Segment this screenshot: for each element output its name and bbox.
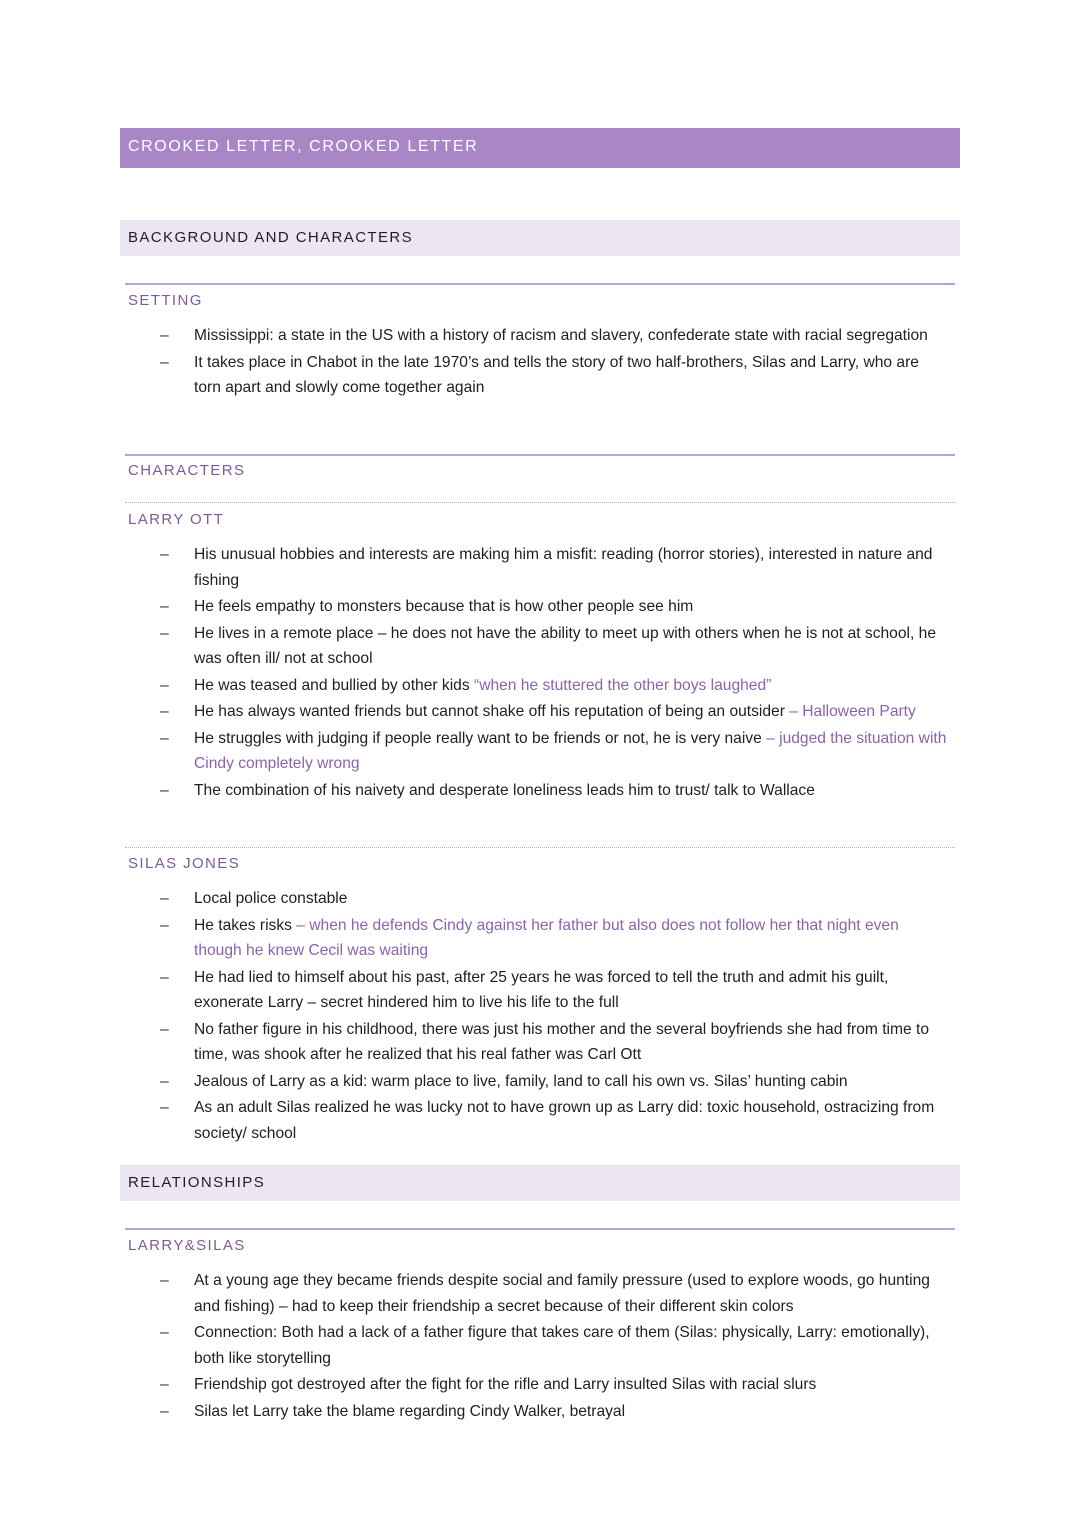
list-item: – At a young age they became friends despite social and family pressure (used to explore woods, go hunting and fishing) – had to keep their friendship a secret because of their different skin colors [160, 1268, 950, 1319]
quote-note: – Halloween Party [789, 703, 916, 720]
list-item: – He was teased and bullied by other kids “when he stuttered the other boys laughed” [160, 673, 950, 699]
dotted-divider [125, 502, 955, 503]
quote-note: – when he defends Cindy against her father but also does not follow her that night even though he knew Cecil was waiting [194, 916, 899, 959]
list-item: – He struggles with judging if people really want to be friends or not, he is very naive – judged the situation with Cindy completely wrong [160, 726, 950, 777]
list-item: – As an adult Silas realized he was lucky not to have grown up as Larry did: toxic household, ostracizing from society/ school [160, 1095, 950, 1146]
larry-silas-list [160, 1268, 950, 1425]
list-item: – Local police constable [160, 886, 950, 912]
list-item: – No father figure in his childhood, there was just his mother and the several boyfriends she had from time to time, was shook after he realized that his real father was Carl Ott [160, 1017, 950, 1068]
larry-ott-list [160, 542, 950, 804]
dotted-divider [125, 847, 955, 848]
document-title: CROOKED LETTER, CROOKED LETTER [120, 128, 960, 168]
larry-ott-heading: LARRY OTT [128, 511, 225, 528]
characters-heading: CHARACTERS [128, 462, 246, 479]
silas-jones-heading: SILAS JONES [128, 855, 241, 872]
list-item: – Silas let Larry take the blame regarding Cindy Walker, betrayal [160, 1399, 950, 1425]
list-item: – Connection: Both had a lack of a father figure that takes care of them (Silas: physically, Larry: emotionally), both like storytelling [160, 1320, 950, 1371]
list-item: – His unusual hobbies and interests are making him a misfit: reading (horror stories), interested in nature and fishing [160, 542, 950, 593]
section-background-and-characters: BACKGROUND AND CHARACTERS [120, 220, 960, 256]
list-item: – He lives in a remote place – he does not have the ability to meet up with others when he is not at school, he was often ill/ not at school [160, 621, 950, 672]
list-item: – He had lied to himself about his past, after 25 years he was forced to tell the truth and admit his guilt, exonerate Larry – secret hindered him to live his life to the full [160, 965, 950, 1016]
section-relationships: RELATIONSHIPS [120, 1165, 960, 1201]
list-item: – He feels empathy to monsters because that is how other people see him [160, 594, 950, 620]
list-item: – He takes risks – when he defends Cindy against her father but also does not follow her that night even though he knew Cecil was waiting [160, 913, 950, 964]
list-item: – It takes place in Chabot in the late 1970’s and tells the story of two half-brothers, Silas and Larry, who are torn apart and slowly come together again [160, 350, 950, 401]
silas-jones-list [160, 886, 950, 1147]
list-item: – Jealous of Larry as a kid: warm place to live, family, land to call his own vs. Silas’ hunting cabin [160, 1069, 950, 1095]
list-item: – Friendship got destroyed after the fight for the rifle and Larry insulted Silas with racial slurs [160, 1372, 950, 1398]
larry-silas-heading: LARRY&SILAS [128, 1237, 246, 1254]
divider [125, 454, 955, 456]
list-item: – The combination of his naivety and desperate loneliness leads him to trust/ talk to Wallace [160, 778, 950, 804]
quote-note: “when he stuttered the other boys laughed” [474, 676, 772, 694]
setting-list [160, 323, 950, 402]
divider [125, 1228, 955, 1230]
list-item: – Mississippi: a state in the US with a history of racism and slavery, confederate state with racial segregation [160, 323, 950, 349]
divider [125, 283, 955, 285]
list-item: – He has always wanted friends but cannot shake off his reputation of being an outsider – Halloween Party [160, 699, 950, 725]
quote-note: – judged the situation with Cindy completely wrong [194, 729, 947, 772]
setting-heading: SETTING [128, 292, 203, 309]
